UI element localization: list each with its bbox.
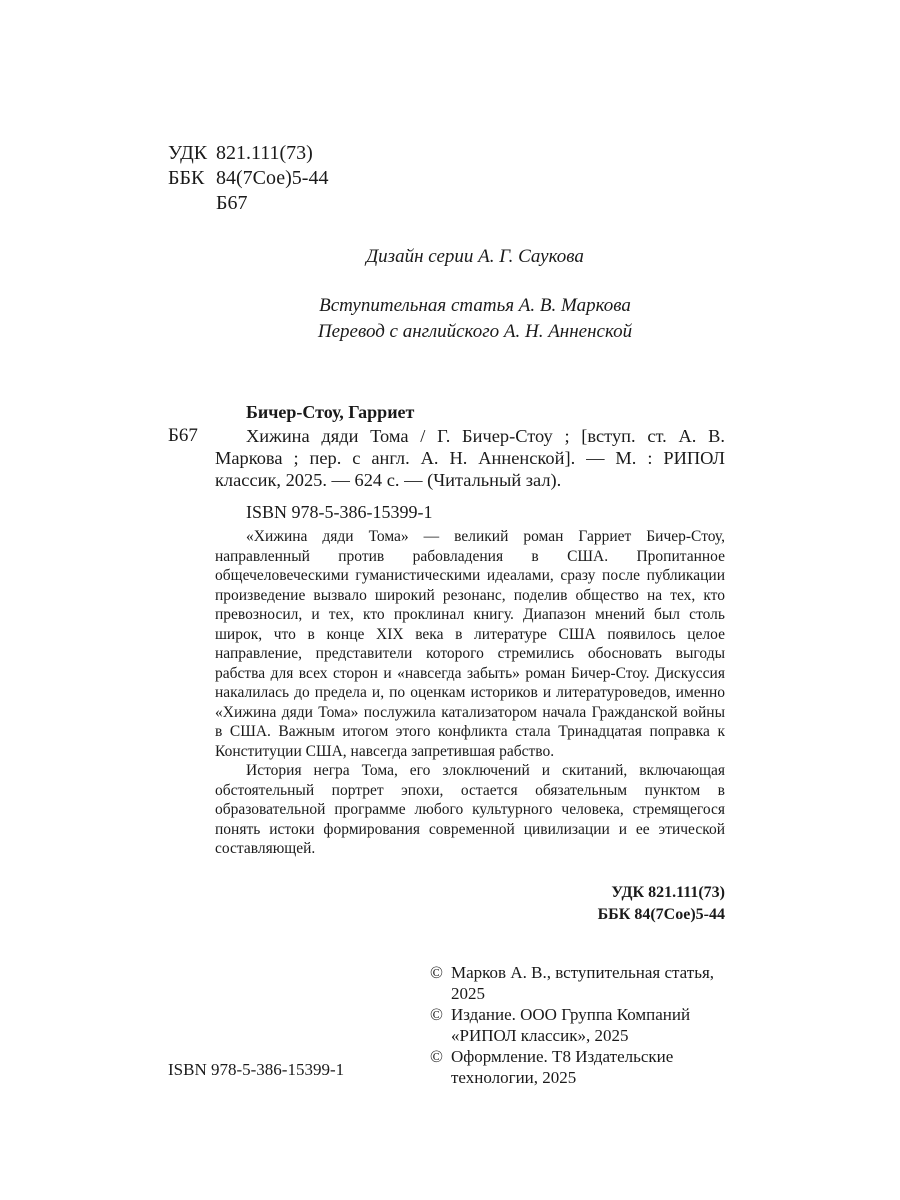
copyright-text: Издание. ООО Группа Компаний «РИПОЛ классик», 2025 — [451, 1005, 691, 1045]
copyright-icon: © — [430, 1047, 443, 1066]
udk-repeat: УДК 821.111(73) — [611, 884, 725, 901]
classification-block — [168, 141, 328, 216]
copyright-item — [430, 1046, 740, 1088]
bbk-label: ББК — [168, 167, 205, 189]
record-cutter-code: Б67 — [168, 425, 198, 446]
copyright-text: Марков А. В., вступительная статья, 2025 — [451, 963, 715, 1003]
annotation-paragraph-2: История негра Тома, его злоключений и скитаний, включающая обстоятельный портрет эпохи, остается обязательным пунктом в образовательной программе любого культурного человека, стремящегося понять истоки формирования современной цивилизации и ее этической составляющей. — [215, 762, 725, 857]
record-isbn: ISBN 978-5-386-15399-1 — [246, 502, 433, 522]
bbk-value: 84(7Сое)5-44 — [216, 167, 329, 189]
udk-value: 821.111(73) — [216, 142, 313, 164]
copyright-item — [430, 1004, 740, 1046]
udk-label: УДК — [168, 142, 208, 164]
record-description: Хижина дяди Тома / Г. Бичер-Стоу ; [вступ. ст. А. В. Маркова ; пер. с англ. А. Н. Анненской]. — М. : РИПОЛ классик, 2025. — 624 с. — (Читальный зал). — [215, 426, 725, 490]
bbk-row — [168, 166, 328, 191]
udk-row — [168, 141, 328, 166]
classification-repeat — [515, 882, 725, 926]
translation-credit: Перевод с английского А. Н. Анненской — [317, 321, 633, 342]
copyright-list — [430, 962, 740, 1088]
series-design-credit: Дизайн серии А. Г. Саукова — [366, 246, 584, 267]
copyright-text: Оформление. Т8 Издательские технологии, 2025 — [451, 1047, 674, 1087]
footer-isbn: ISBN 978-5-386-15399-1 — [168, 1060, 345, 1079]
copyright-item — [430, 962, 740, 1004]
bbk-repeat: ББК 84(7Сое)5-44 — [597, 906, 725, 923]
copyright-icon: © — [430, 1005, 443, 1024]
author-code-row — [168, 191, 328, 216]
annotation-paragraph-1: «Хижина дяди Тома» — великий роман Гарриет Бичер-Стоу, направленный против рабовладения в США. Пропитанное общечеловеческими гуманистическими идеалами, сразу после публикации произведение вызвало широкий резонанс, поделив общество на тех, кто превозносил, и тех, кто проклинал книгу. Диапазон мнений был столь широк, что в конце XIX века в литературе США появилось целое направление, представители которого стремились обосновать выгоды рабства для всех сторон и «навсегда забыть» роман Бичер-Стоу. Дискуссия накалилась до предела и, по оценкам историков и литературоведов, именно «Хижина дяди Тома» послужила катализатором начала Гражданской войны в США. Важным итогом этого конфликта стала Тринадцатая поправка к Конституции США, навсегда запретившая рабство. — [215, 528, 725, 760]
annotation — [215, 527, 725, 859]
author-code: Б67 — [216, 192, 248, 214]
record-author: Бичер-Стоу, Гарриет — [246, 402, 415, 422]
copyright-icon: © — [430, 963, 443, 982]
intro-article-credit: Вступительная статья А. В. Маркова — [319, 295, 631, 316]
